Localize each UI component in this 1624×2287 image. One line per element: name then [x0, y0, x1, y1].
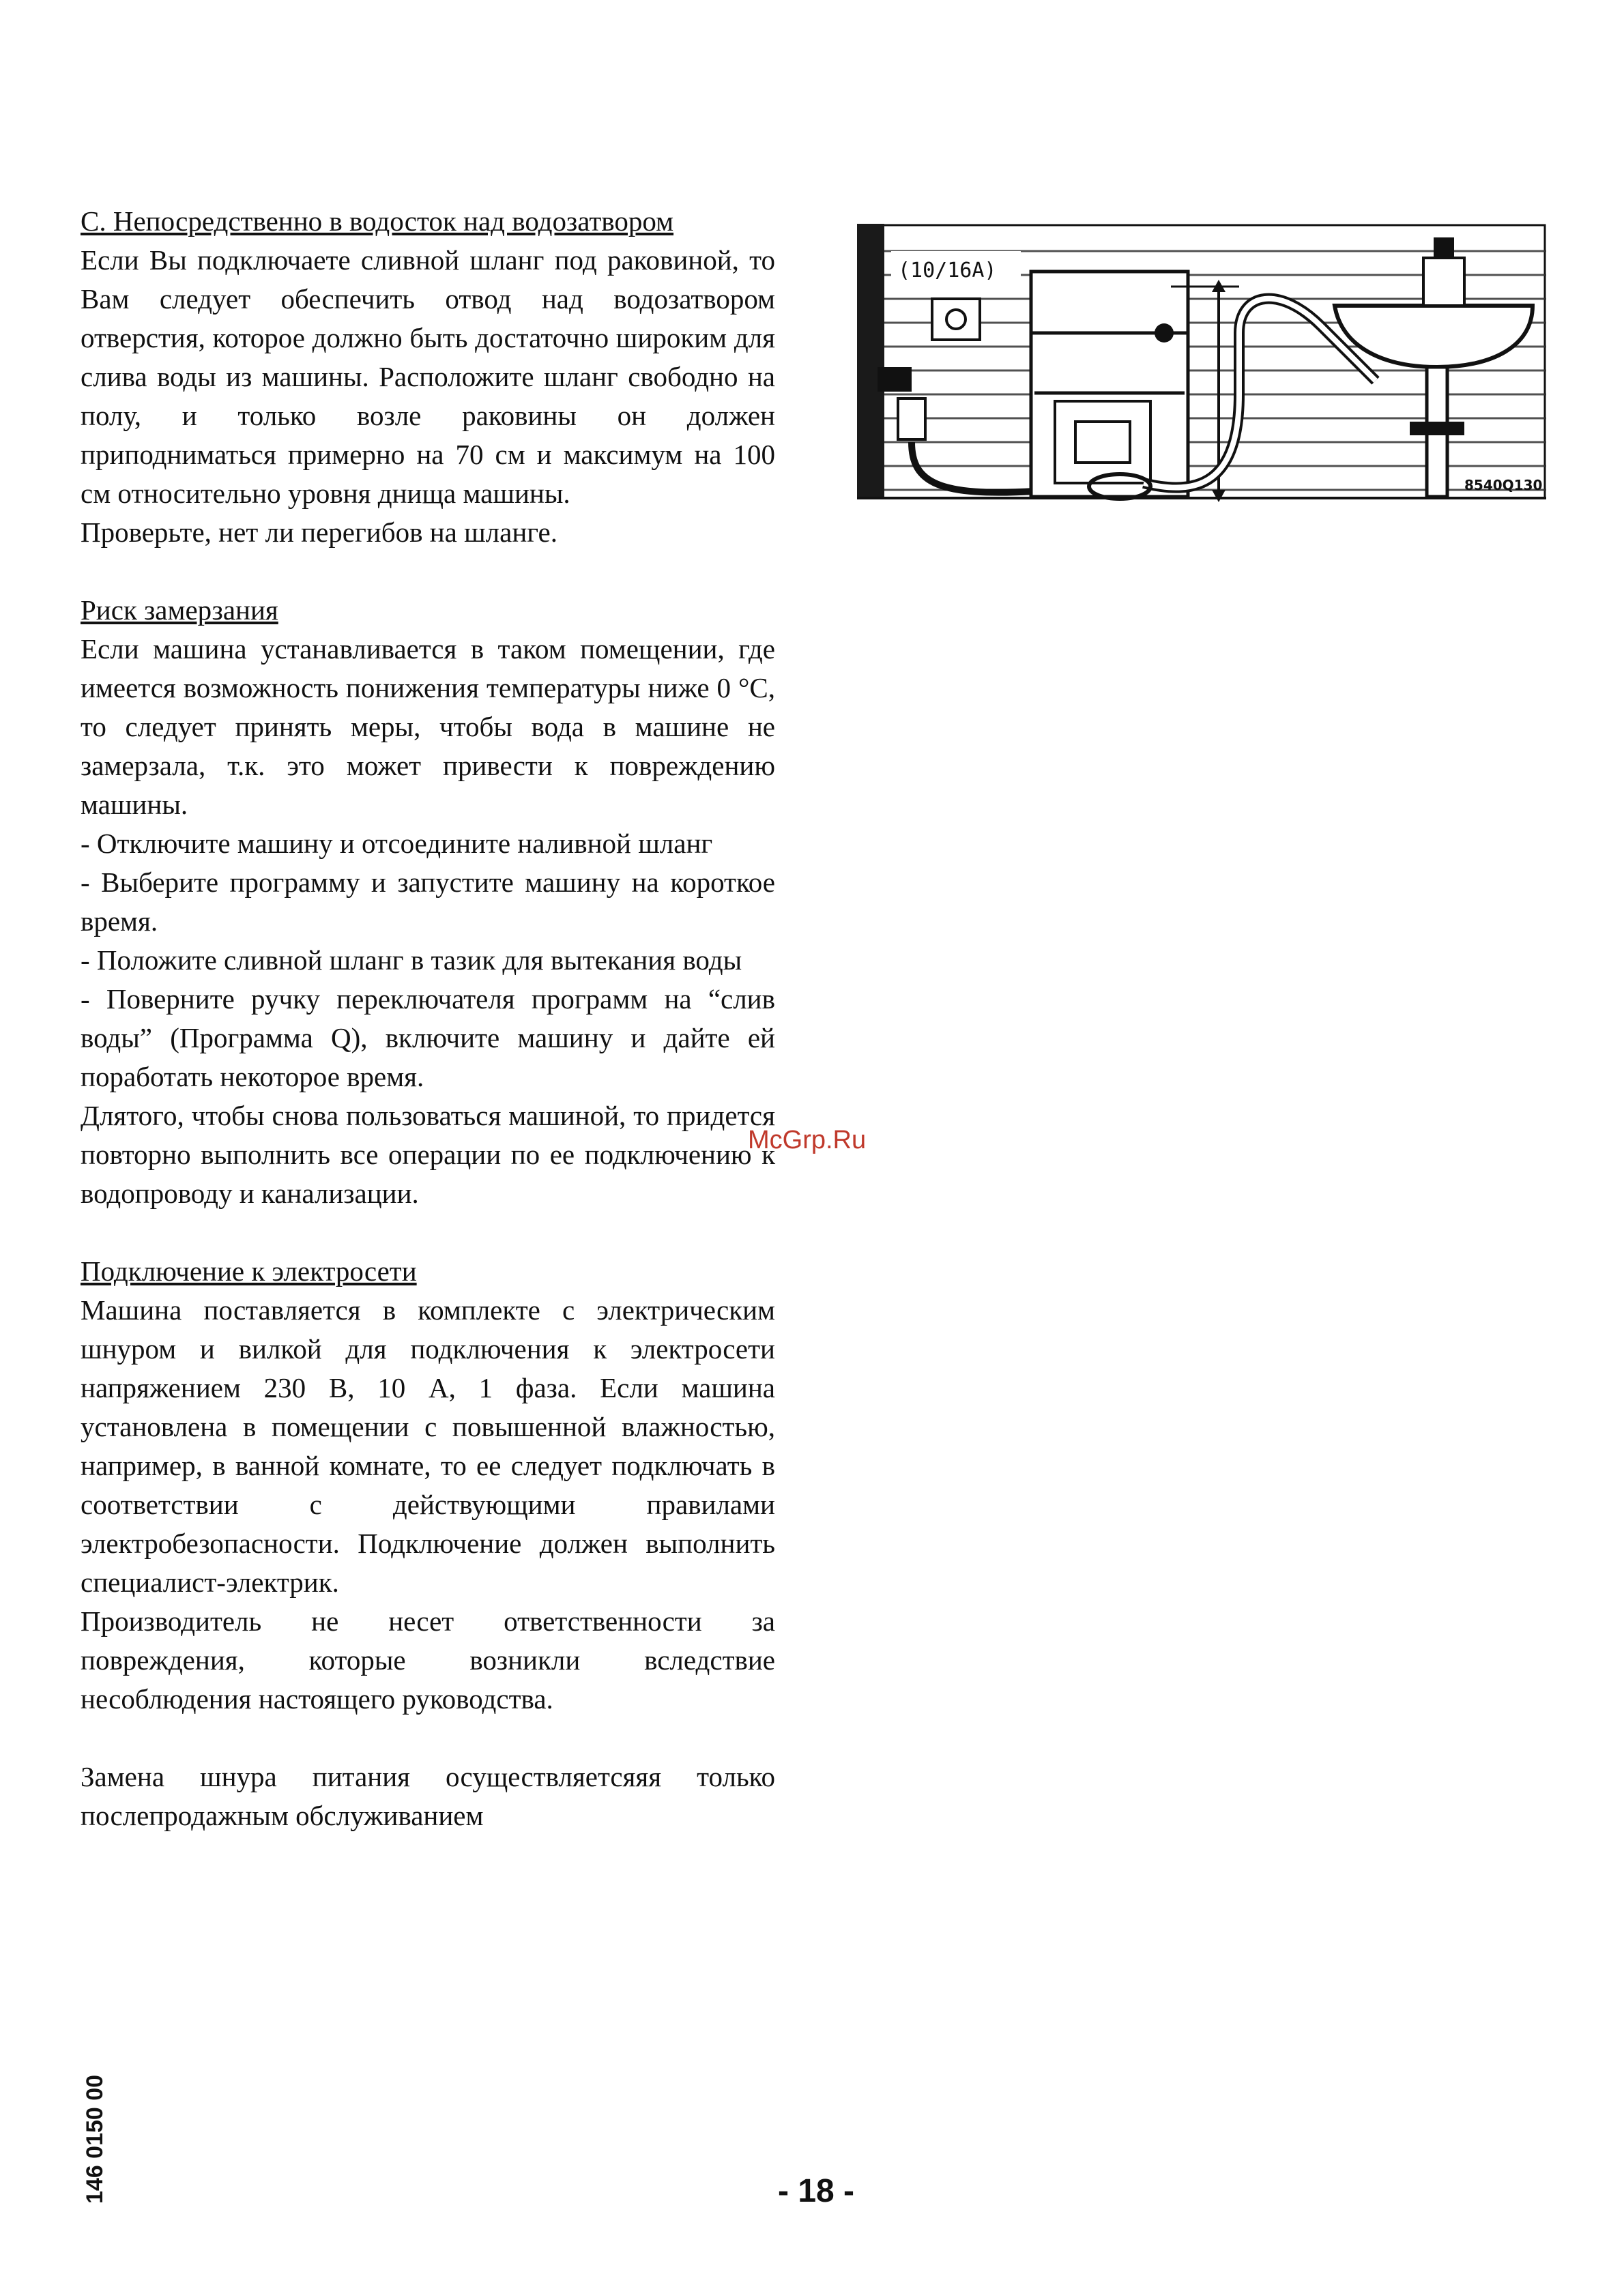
- electric-heading: Подключение к электросети: [81, 1255, 417, 1287]
- electric-paragraph-1: Машина поставляется в комплекте с электрическим шнуром и вилкой для подключения к электросети напряжением 230 В, 10 А, 1 фаза. Если машина установлена в помещении с повышенной влажностью, например, в ванной комнате, то ее следует подключать в соответствии с действующими правилами электробезопасности. Подключение должен выполнить специалист-электрик.: [81, 1294, 775, 1598]
- freeze-step-3: - Положите сливной шланг в тазик для вытекания воды: [81, 944, 742, 976]
- freeze-paragraph: Если машина устанавливается в таком помещении, где имеется возможность понижения температуры ниже 0 °С, то следует принять меры, чтобы вода в машине не замерзала, т.к. это может привести к повреждению машины.: [81, 633, 775, 820]
- socket-label: (10/16A): [898, 259, 997, 282]
- drain-installation-diagram: [857, 224, 1546, 542]
- freeze-closing: Длятого, чтобы снова пользоваться машиной, то придется повторно выполнить все операции по ее подключению к водопроводу и канализации.: [81, 1100, 775, 1209]
- freeze-step-2: - Выберите программу и запустите машину на короткое время.: [81, 866, 775, 937]
- document-code: 146 0150 00: [82, 2074, 108, 2204]
- electric-paragraph-3: Замена шнура питания осуществляетсяяя только послепродажным обслуживанием: [81, 1761, 775, 1831]
- freeze-step-1: - Отключите машину и отсоедините наливной шланг: [81, 828, 713, 859]
- figure-code: 8540Q130: [1464, 477, 1543, 493]
- section-c-paragraph: Если Вы подключаете сливной шланг под раковиной, то Вам следует обеспечить отвод над водозатвором отверстия, которое должно быть достаточно широким для слива воды из машины. Расположите шланг свободно на полу, и только возле раковины он должен приподниматься примерно на 70 см и максимум на 100 см относительно уровня днища машины.: [81, 244, 775, 509]
- watermark: McGrp.Ru: [748, 1126, 867, 1154]
- section-c-check: Проверьте, нет ли перегибов на шланге.: [81, 516, 557, 548]
- freeze-heading: Риск замерзания: [81, 594, 278, 626]
- section-c-heading: С. Непосредственно в водосток над водозатвором: [81, 205, 674, 237]
- page-number: - 18 -: [778, 2173, 855, 2209]
- main-text-column: [81, 202, 775, 1835]
- freeze-step-4: - Поверните ручку переключателя программ на “слив воды” (Программа Q), включите машину и дайте ей поработать некоторое время.: [81, 983, 775, 1092]
- electric-paragraph-2: Производитель не несет ответственности за повреждения, которые возникли вследствие несоблюдения настоящего руководства.: [81, 1605, 775, 1715]
